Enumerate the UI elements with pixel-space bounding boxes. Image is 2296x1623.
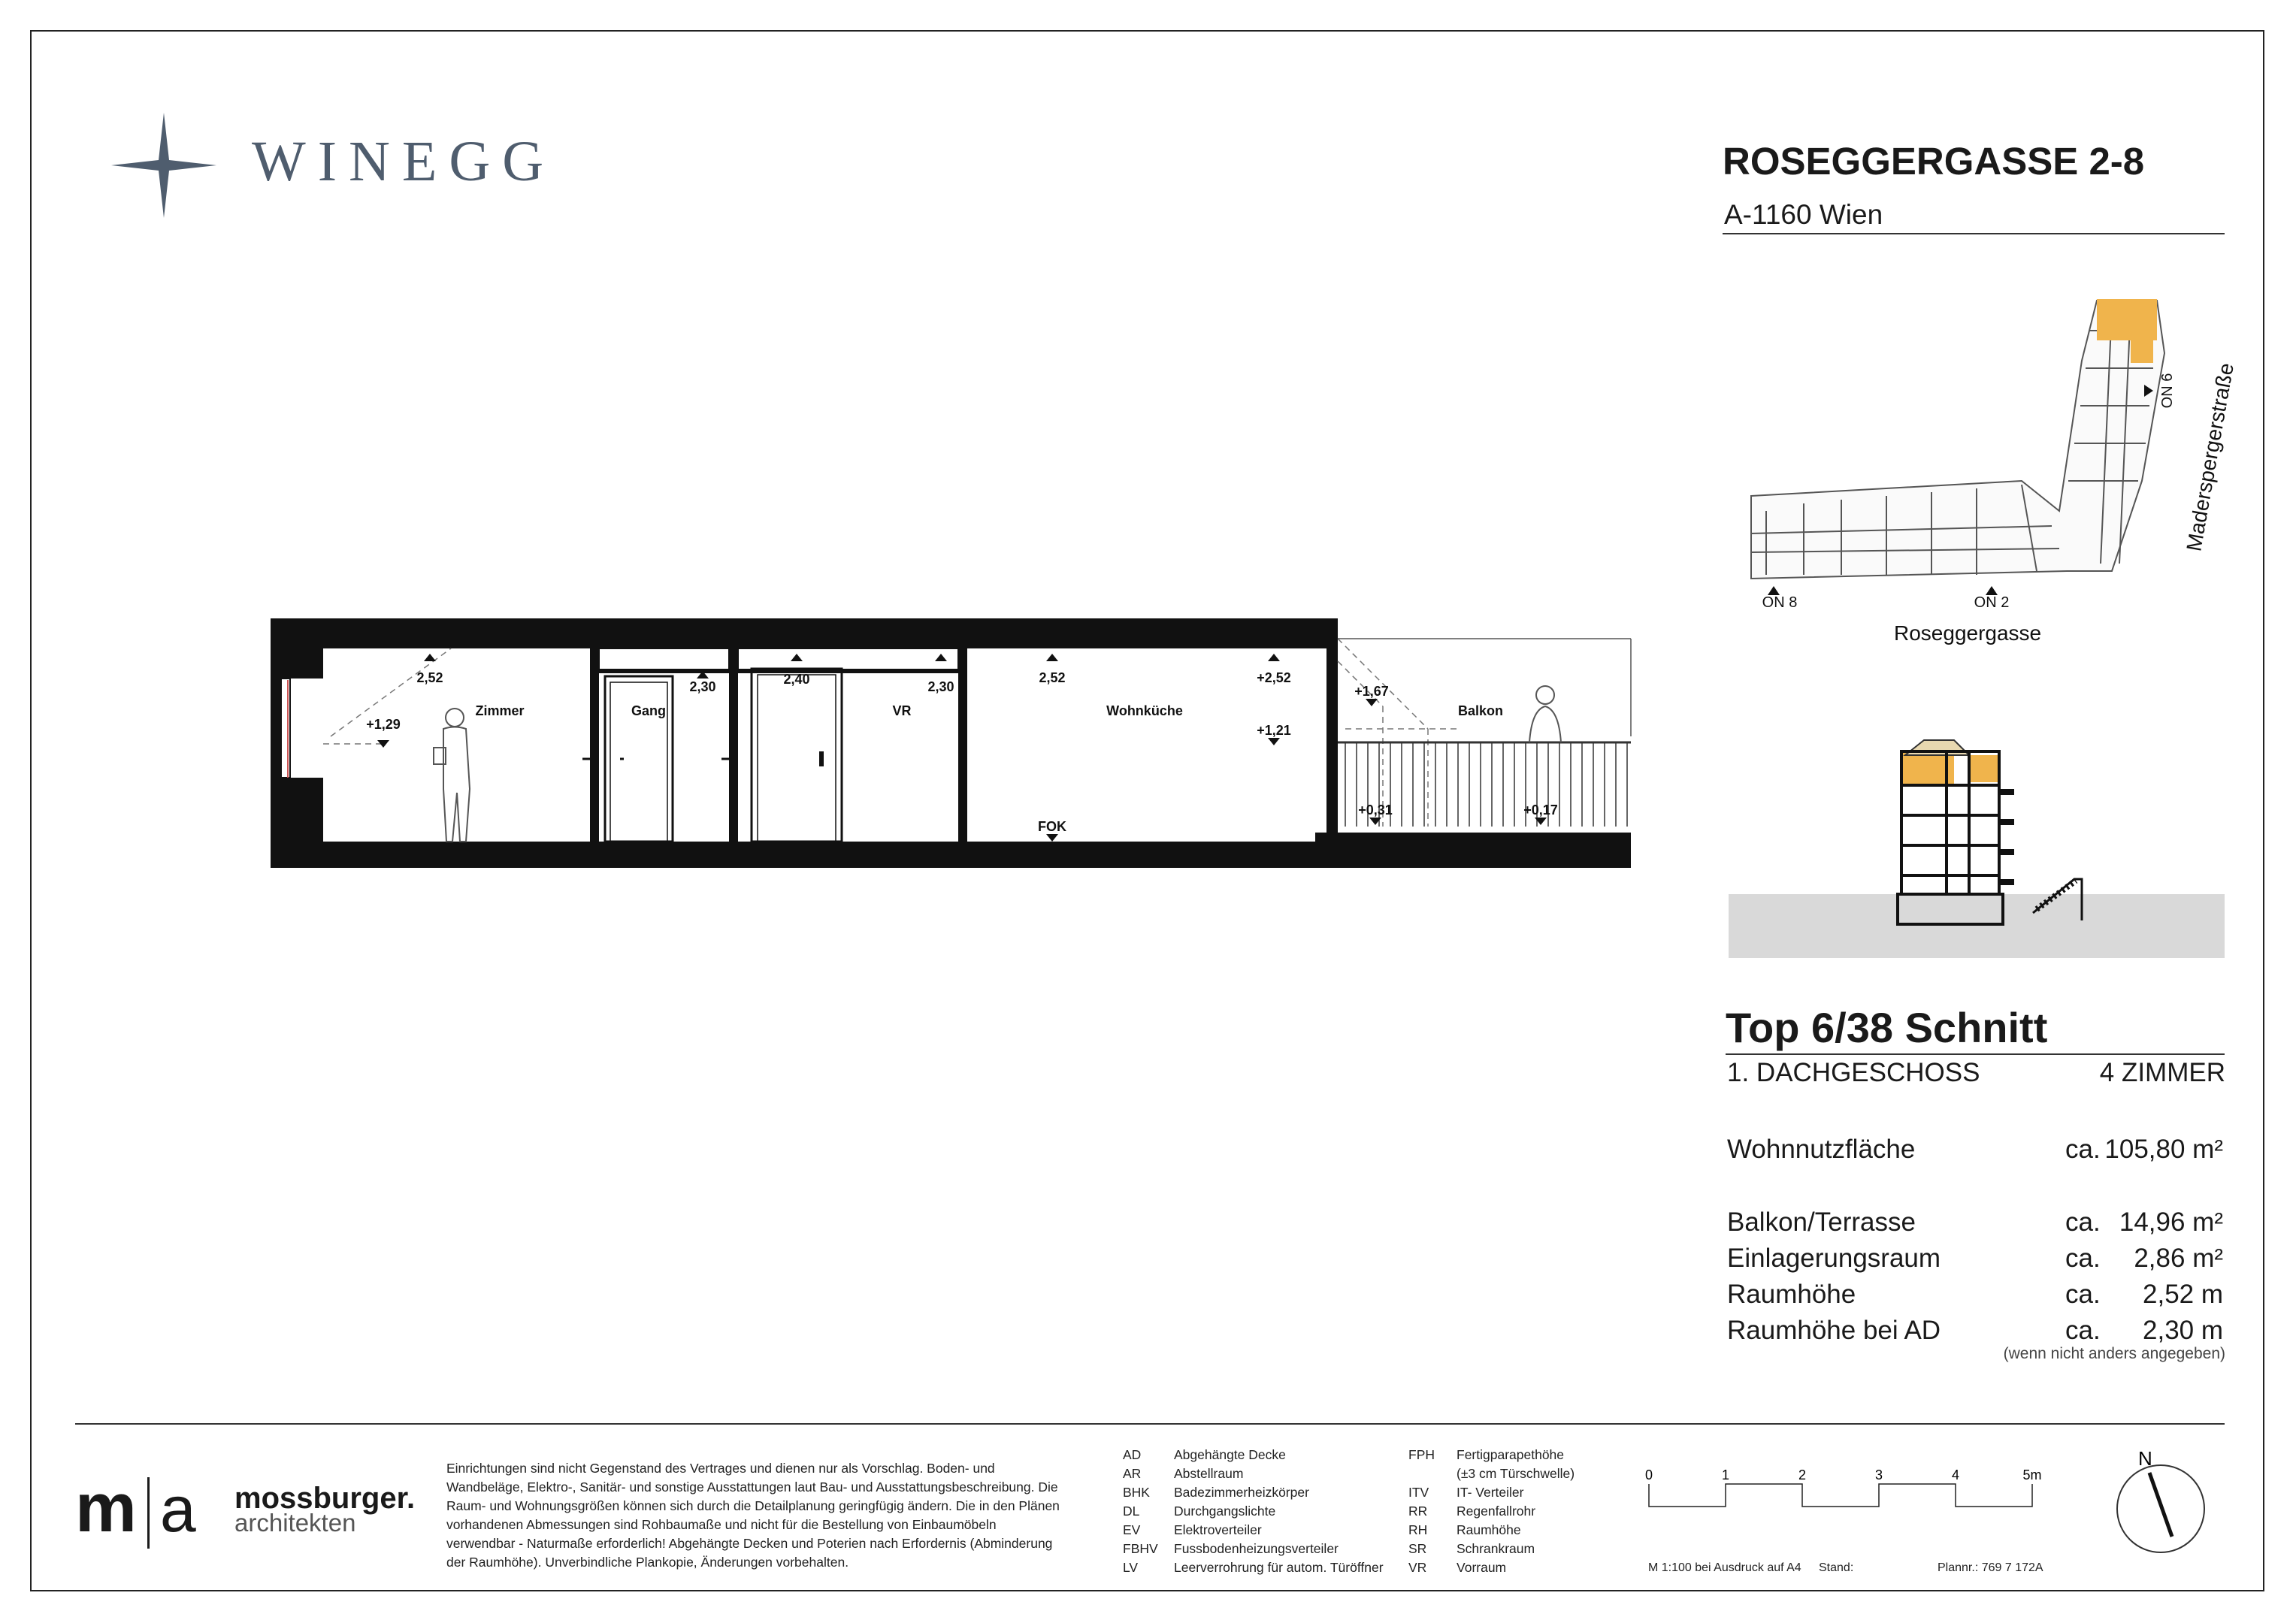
height-wohnkueche-right: +2,52 [1257, 670, 1291, 685]
legend-abbr [1408, 1464, 1435, 1483]
legend-abbr: FBHV [1123, 1541, 1158, 1556]
legend-abbr: ITV [1408, 1485, 1429, 1500]
address-city: A-1160 Wien [1724, 199, 1883, 230]
legend-text: (±3 cm Türschwelle) [1457, 1466, 1575, 1481]
footer-rule [75, 1423, 2225, 1425]
building-section-diagram [1729, 721, 2225, 962]
area-label: Wohnnutzfläche [1727, 1135, 1916, 1164]
scale-note: M 1:100 bei Ausdruck auf A4 [1648, 1561, 1801, 1574]
key-plan-unit-highlight [2097, 299, 2157, 340]
legend-text: Regenfallrohr [1457, 1504, 1536, 1519]
area-value: 105,80 m² [2104, 1135, 2223, 1164]
legend-text: Abgehängte Decke [1174, 1447, 1286, 1462]
plan-title-rule [1726, 1053, 2225, 1055]
legend-text: Badezimmerheizkörper [1174, 1485, 1309, 1500]
disclaimer-text: Einrichtungen sind nicht Gegenstand des Vertrages und dienen nur als Vorschlag. Boden- und Wandbeläge, Elektro-, Sanitär- und sonstige Ausstattungen laut Bau- und Ausstattungsbeschreibung. Die Raum- und Wohnungsgrößen können sich durch die Detailplanung geringfügig ändern. Die in den Plänen vorhandenen Abmessungen sind Rohbaumaße und nicht für die Bestellung von Einbaumöbeln verwendbar - Naturmaße erforderlich! Abgehängte Decken und Poterien nach Erfordernis (Abminderung der Raumhöhe). Unverbindliche Plankopie, Änderungen vorbehalten. [446, 1461, 1060, 1570]
key-plan [1721, 286, 2247, 661]
height-fok: FOK [1038, 819, 1066, 834]
legend-text: Leerverrohrung für autom. Türöffner [1174, 1560, 1384, 1575]
height-vr: 2,30 [927, 679, 954, 694]
section-drawing [263, 616, 1638, 887]
legend-text-left [1174, 1446, 1384, 1577]
brand-logo: WINEGG [252, 130, 556, 193]
key-plan-on6: ON 6 [2159, 373, 2176, 409]
compass-star-icon [111, 113, 216, 218]
legend-abbr: RR [1408, 1504, 1428, 1519]
legend-abbr: AR [1123, 1466, 1142, 1481]
area-label: Raumhöhe [1727, 1280, 1856, 1309]
legend-text: Fertigparapethöhe [1457, 1447, 1565, 1462]
legend-abbr: RH [1408, 1522, 1428, 1537]
legend-text-right [1457, 1446, 1575, 1577]
area-value: 2,86 m² [2134, 1244, 2223, 1273]
legend-abbr: LV [1123, 1560, 1139, 1575]
area-label: Balkon/Terrasse [1727, 1207, 1916, 1237]
legend-text: Durchgangslichte [1174, 1504, 1276, 1519]
room-gang: Gang [631, 703, 667, 718]
legend-text: IT- Verteiler [1457, 1485, 1524, 1500]
legend-text: Schrankraum [1457, 1541, 1535, 1556]
scale-tick: 3 [1874, 1467, 1883, 1482]
room-zimmer: Zimmer [475, 703, 525, 718]
key-plan-street-bottom: Roseggergasse [1894, 621, 2042, 645]
legend-text: Fussbodenheizungsverteiler [1174, 1541, 1339, 1556]
plan-title: Top 6/38 Schnitt [1726, 1004, 2048, 1051]
area-ca: ca. [2065, 1244, 2101, 1273]
human-figure-balkon [1529, 686, 1561, 742]
legend-abbr: DL [1123, 1504, 1140, 1519]
height-vr-door: 2,40 [783, 672, 810, 687]
scale-tick: 1 [1721, 1467, 1730, 1482]
height-balkon-floor1: +0,31 [1358, 802, 1393, 818]
address-street: ROSEGGERGASSE 2-8 [1723, 140, 2145, 183]
area-ca: ca. [2065, 1207, 2101, 1237]
scale-tick: 0 [1644, 1467, 1653, 1482]
area-ca: ca. [2065, 1135, 2101, 1164]
height-zimmer: 2,52 [416, 670, 443, 685]
height-gang: 2,30 [689, 679, 716, 694]
legend-text: Vorraum [1457, 1560, 1507, 1575]
legend-abbr: EV [1123, 1522, 1141, 1537]
legend-abbr-left [1123, 1446, 1158, 1577]
scale-bar [1638, 1461, 2059, 1522]
north-arrow-icon [2104, 1443, 2217, 1555]
scale-tick: 4 [1951, 1467, 1960, 1482]
legend-abbr: AD [1123, 1447, 1142, 1462]
area-ca: ca. [2065, 1280, 2101, 1309]
room-vr: VR [892, 703, 912, 718]
key-plan-on8: ON 8 [1762, 594, 1798, 611]
area-value: 2,52 m [2143, 1280, 2223, 1309]
architect-logo [75, 1469, 196, 1549]
height-zimmer-slope: +1,29 [366, 717, 401, 732]
legend-abbr: VR [1408, 1560, 1427, 1575]
height-balkon-mid: +1,21 [1257, 723, 1291, 738]
legend-abbr: FPH [1408, 1447, 1435, 1462]
north-label: N [2138, 1447, 2152, 1470]
area-label: Einlagerungsraum [1727, 1244, 1941, 1273]
scale-tick: 5m [2022, 1467, 2042, 1482]
legend-text: Elektroverteiler [1174, 1522, 1262, 1537]
room-wohnkueche: Wohnküche [1106, 703, 1183, 718]
architect-logo-a: a [159, 1473, 196, 1546]
architect-name: mossburger. [234, 1482, 416, 1515]
height-balkon-top: +1,67 [1354, 684, 1389, 699]
legend-abbr-right [1408, 1446, 1435, 1577]
key-plan-on2: ON 2 [1974, 594, 2010, 611]
architect-sub: architekten [234, 1509, 356, 1537]
legend-abbr: SR [1408, 1541, 1427, 1556]
area-ca: ca. [2065, 1316, 2101, 1345]
rooms-label: 4 ZIMMER [2099, 1058, 2225, 1087]
height-wohnkueche: 2,52 [1039, 670, 1066, 685]
address-rule [1723, 233, 2225, 234]
area-label: Raumhöhe bei AD [1727, 1316, 1941, 1345]
key-plan-street-right: Maderspergerstraße [2182, 361, 2238, 553]
legend-text: Raumhöhe [1457, 1522, 1521, 1537]
stand-label: Stand: [1819, 1561, 1854, 1574]
floor-label: 1. DACHGESCHOSS [1727, 1058, 1980, 1087]
area-value: 2,30 m [2143, 1316, 2223, 1345]
plan-number: Plannr.: 769 7 172A [1938, 1561, 2043, 1574]
areas-note: (wenn nicht anders angegeben) [2003, 1345, 2225, 1362]
architect-logo-m: m [75, 1470, 137, 1546]
height-balkon-floor2: +0,17 [1523, 802, 1558, 818]
legend-text: Abstellraum [1174, 1466, 1244, 1481]
human-figure-zimmer [434, 709, 470, 842]
room-balkon: Balkon [1457, 703, 1504, 718]
area-value: 14,96 m² [2119, 1207, 2223, 1237]
legend-abbr: BHK [1123, 1485, 1150, 1500]
scale-tick: 2 [1798, 1467, 1807, 1482]
